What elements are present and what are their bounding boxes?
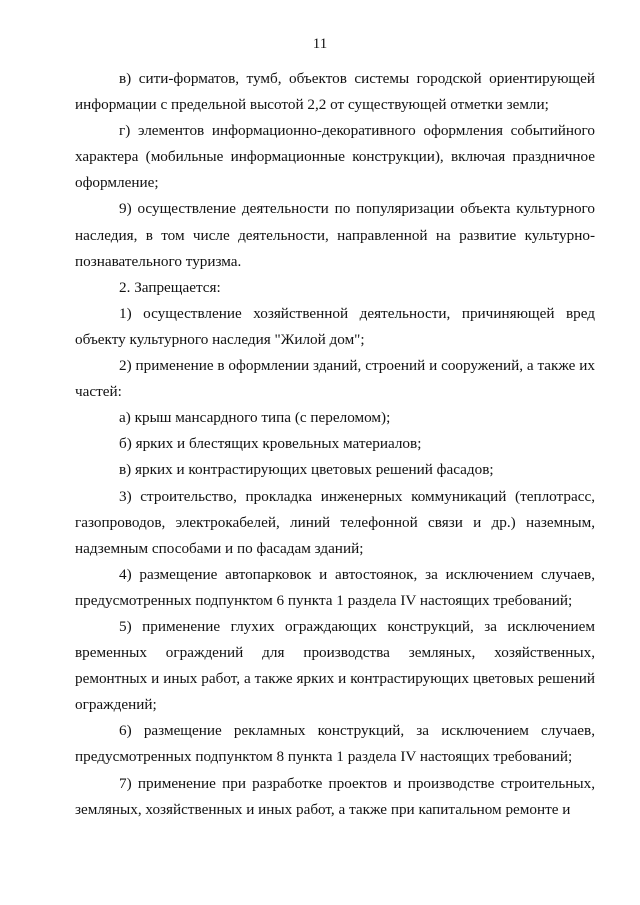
document-body <box>75 66 595 823</box>
paragraph-item-g: г) элементов информационно-декоративного оформления событийного характера (мобильные информационные конструкции), включая праздничное оформление; <box>75 122 595 192</box>
paragraph-prohibited-5: 5) применение глухих ограждающих конструкций, за исключением временных ограждений для производства земляных, хозяйственных, ремонтных и иных работ, а также ярких и контрастирующих цветовых решений ограждений; <box>75 617 595 714</box>
page-number: 11 <box>312 36 328 52</box>
paragraph-prohibited-4: 4) размещение автопарковок и автостоянок, за исключением случаев, предусмотренных подпунктом 6 пункта 1 раздела IV настоящих требований; <box>75 565 595 609</box>
paragraph-prohibited-2v: в) ярких и контрастирующих цветовых решений фасадов; <box>119 461 494 479</box>
paragraph-prohibited-3: 3) строительство, прокладка инженерных коммуникаций (теплотрасс, газопроводов, электрокабелей, линий телефонной связи и др.) наземным, надземным способами и по фасадам зданий; <box>75 487 595 557</box>
paragraph-prohibited-6: 6) размещение рекламных конструкций, за исключением случаев, предусмотренных подпунктом 8 пункта 1 раздела IV настоящих требований; <box>75 722 595 766</box>
paragraph-prohibited-2a: а) крыш мансардного типа (с переломом); <box>119 409 391 427</box>
paragraph-prohibited-2b: б) ярких и блестящих кровельных материалов; <box>119 435 422 453</box>
paragraph-prohibited-1: 1) осуществление хозяйственной деятельности, причиняющей вред объекту культурного наследия "Жилой дом"; <box>75 304 595 348</box>
paragraph-item-9: 9) осуществление деятельности по популяризации объекта культурного наследия, в том числе деятельности, направленной на развитие культурно-познавательного туризма. <box>75 200 595 270</box>
paragraph-item-v: в) сити-форматов, тумб, объектов системы городской ориентирующей информации с предельной высотой 2,2 от существующей отметки земли; <box>75 70 595 114</box>
paragraph-prohibited-7: 7) применение при разработке проектов и производстве строительных, земляных, хозяйственных и иных работ, а также при капитальном ремонте и <box>75 774 595 818</box>
paragraph-prohibited-2: 2) применение в оформлении зданий, строений и сооружений, а также их частей: <box>75 357 595 401</box>
section-heading-prohibited: 2. Запрещается: <box>119 278 221 296</box>
